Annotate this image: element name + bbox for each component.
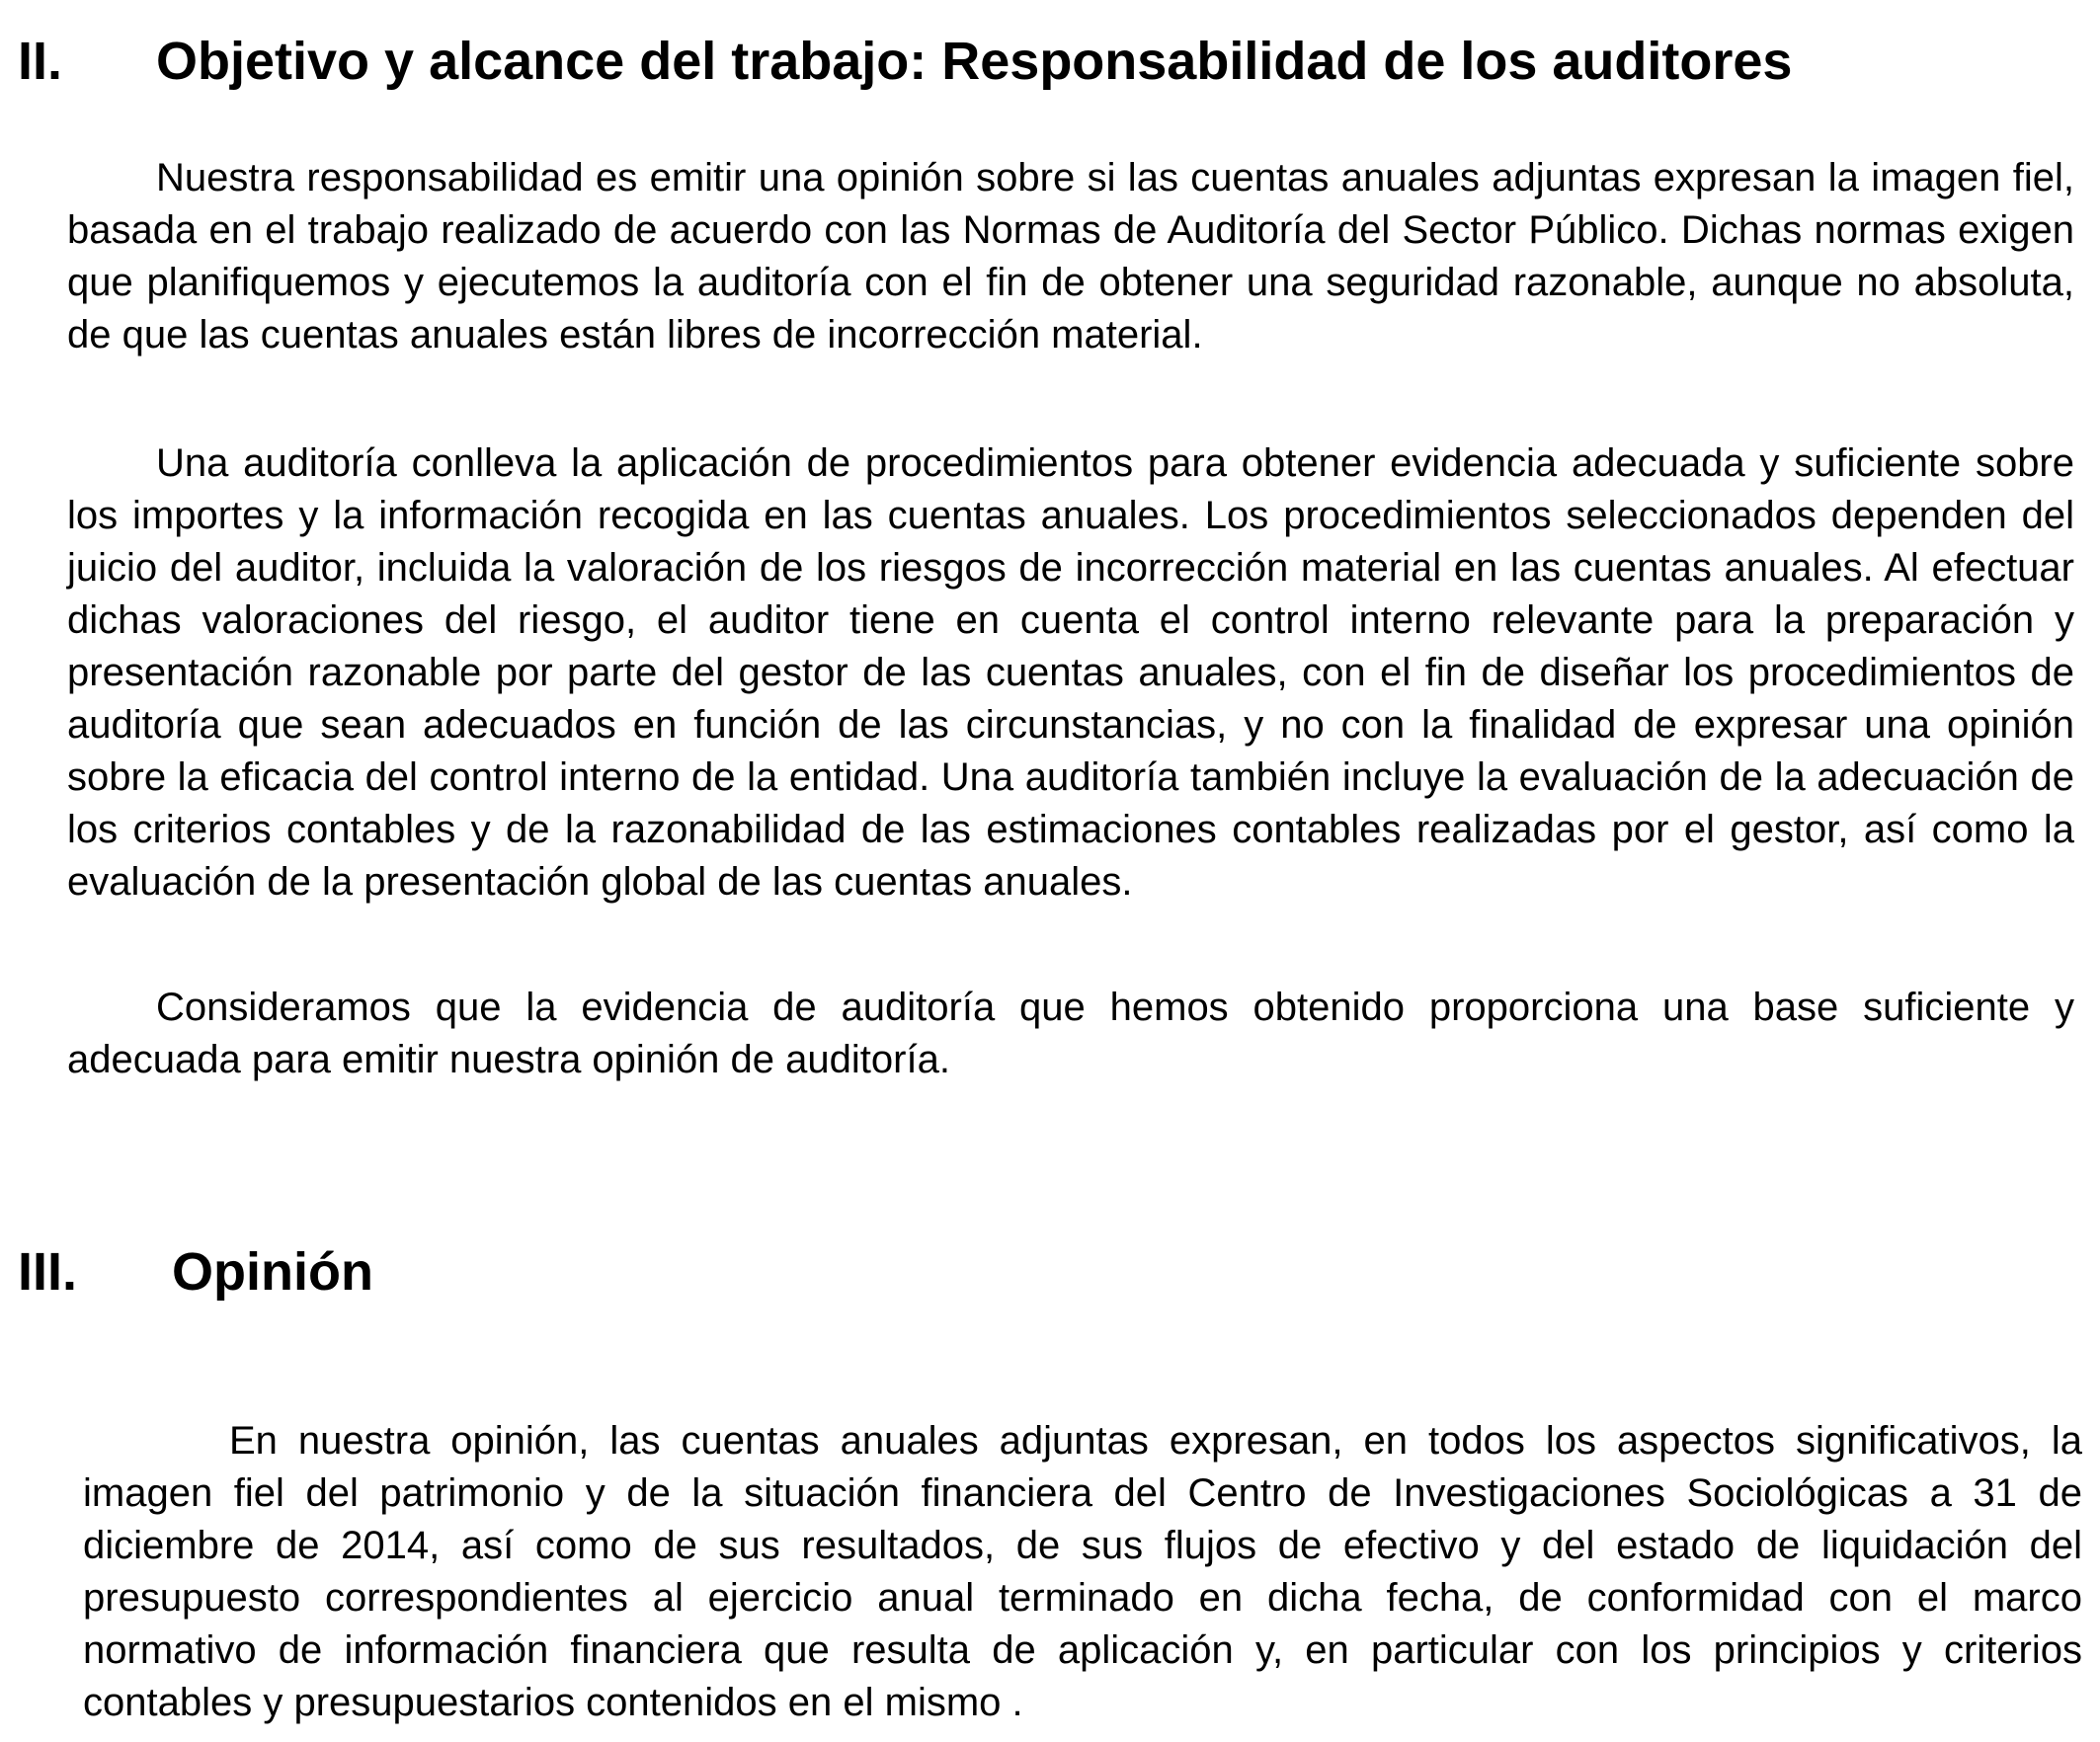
paragraph-responsabilidad: Nuestra responsabilidad es emitir una opinión sobre si las cuentas anuales adjuntas expresan la imagen fiel, basada en el trabajo realizado de acuerdo con las Normas de Auditoría del Sector Público. Dichas normas exigen que planifiquemos y ejecutemos la auditoría con el fin de obtener una seguridad razonable, aunque no absoluta, de que las cuentas anuales están libres de incorrección material.	[67, 156, 2074, 356]
section-heading-objetivo	[18, 30, 1793, 93]
paragraph-evidencia: Consideramos que la evidencia de auditoría que hemos obtenido proporciona una base suficiente y adecuada para emitir nuestra opinión de auditoría.	[67, 986, 2074, 1081]
paragraph-procedimientos: Una auditoría conlleva la aplicación de procedimientos para obtener evidencia adecuada y suficiente sobre los importes y la información recogida en las cuentas anuales. Los procedimientos seleccionados dependen del juicio del auditor, incluida la valoración de los riesgos de incorrección material en las cuentas anuales. Al efectuar dichas valoraciones del riesgo, el auditor tiene en cuenta el control interno relevante para la preparación y presentación razonable por parte del gestor de las cuentas anuales, con el fin de diseñar los procedimientos de auditoría que sean adecuados en función de las circunstancias, y no con la finalidad de expresar una opinión sobre la eficacia del control interno de la entidad. Una auditoría también incluye la evaluación de la adecuación de los criterios contables y de la razonabilidad de las estimaciones contables realizadas por el gestor, así como la evaluación de la presentación global de las cuentas anuales.	[67, 441, 2074, 904]
section-title: Opinión	[172, 1242, 373, 1302]
section-number: III.	[18, 1242, 78, 1302]
section-title: Objetivo y alcance del trabajo: Responsabilidad de los auditores	[156, 32, 1793, 91]
section-heading-opinion	[18, 1240, 373, 1304]
section-number: II.	[18, 32, 63, 91]
paragraph-opinion: En nuestra opinión, las cuentas anuales adjuntas expresan, en todos los aspectos significativos, la imagen fiel del patrimonio y de la situación financiera del Centro de Investigaciones Sociológicas a 31 de diciembre de 2014, así como de sus resultados, de sus flujos de efectivo y del estado de liquidación del presupuesto correspondientes al ejercicio anual terminado en dicha fecha, de conformidad con el marco normativo de información financiera que resulta de aplicación y, en particular con los principios y criterios contables y presupuestarios contenidos en el mismo .	[83, 1419, 2082, 1724]
